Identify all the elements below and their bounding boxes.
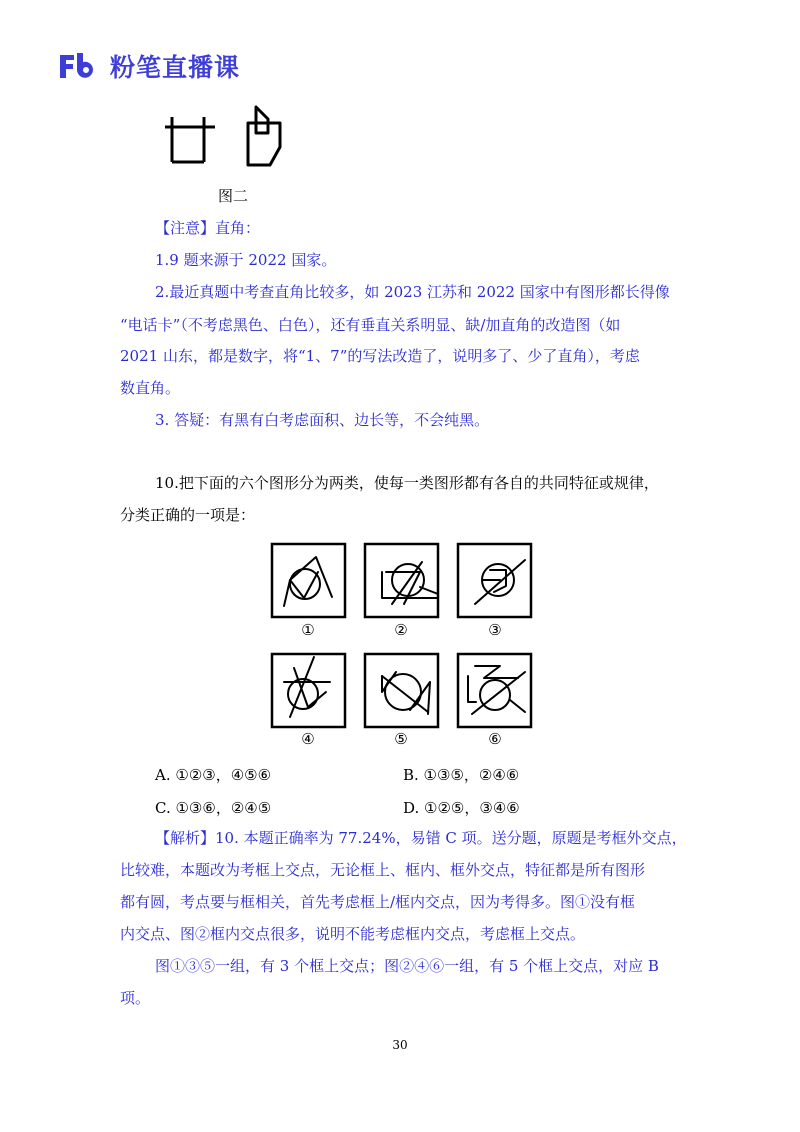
option-b: B. ①③⑤，②④⑥ (403, 766, 520, 784)
analysis-line-1: 【解析】10. 本题正确率为 77.24%，易错 C 项。送分题，原题是考框外交点， (155, 829, 687, 847)
note-item-2-cont1: “电话卡”（不考虑黑色、白色），还有垂直关系明显、缺/加直角的改造图（如 (120, 316, 621, 334)
option-a: A. ①②③，④⑤⑥ (155, 766, 272, 784)
puzzle-figure-2 (365, 544, 438, 617)
analysis-line-3: 都有圆，考点要与框相关，首先考虑框上/框内交点，因为考得多。图①没有框 (120, 893, 636, 911)
note-item-2-cont3: 数直角。 (120, 379, 181, 397)
puzzle-figure-4 (272, 654, 345, 727)
fb-logo-icon (58, 51, 102, 81)
puzzle-figure-1 (272, 544, 345, 617)
note-item-2: 2.最近真题中考查直角比较多，如 2023 江苏和 2022 国家中有图形都长得像 (155, 283, 670, 301)
option-d: D. ①②⑤，③④⑥ (403, 799, 520, 817)
analysis-line-6: 项。 (120, 989, 151, 1007)
figure-two-shapes (160, 105, 300, 175)
brand-logo (58, 49, 240, 83)
question-stem: 10.把下面的六个图形分为两类，使每一类图形都有各自的共同特征或规律， (155, 474, 659, 492)
note-item-3: 3. 答疑：有黑有白考虑面积、边长等，不会纯黑。 (155, 411, 490, 429)
analysis-line-2: 比较难，本题改为考框上交点，无论框上、框内、框外交点，特征都是所有图形 (120, 861, 646, 879)
question-stem-cont: 分类正确的一项是： (120, 506, 256, 524)
option-c: C. ①③⑥，②④⑤ (155, 799, 272, 817)
note-item-2-cont2: 2021 山东，都是数字，将“1、7”的写法改造了，说明多了、少了直角），考虑 (120, 347, 640, 365)
brand-name: 粉笔直播课 (110, 53, 241, 82)
puzzle-figure-6 (458, 654, 531, 727)
figure-label-1: ① (301, 621, 315, 639)
figure-label-4: ④ (301, 730, 315, 748)
puzzle-figures (270, 542, 540, 752)
note-title: 【注意】直角： (155, 219, 261, 237)
page-number: 30 (392, 1038, 408, 1052)
figure-label-2: ② (394, 621, 408, 639)
figure-label-5: ⑤ (394, 730, 408, 748)
figure-label-3: ③ (488, 621, 502, 639)
note-item-1: 1.9 题来源于 2022 国家。 (155, 251, 337, 269)
puzzle-figure-3 (458, 544, 531, 617)
analysis-line-4: 内交点、图②框内交点很多，说明不能考虑框内交点，考虑框上交点。 (120, 925, 586, 943)
puzzle-figure-5 (365, 654, 438, 727)
figure-two-caption: 图二 (218, 187, 249, 205)
analysis-line-5: 图①③⑤一组，有 3 个框上交点；图②④⑥一组，有 5 个框上交点，对应 B (155, 957, 659, 975)
figure-label-6: ⑥ (488, 730, 502, 748)
